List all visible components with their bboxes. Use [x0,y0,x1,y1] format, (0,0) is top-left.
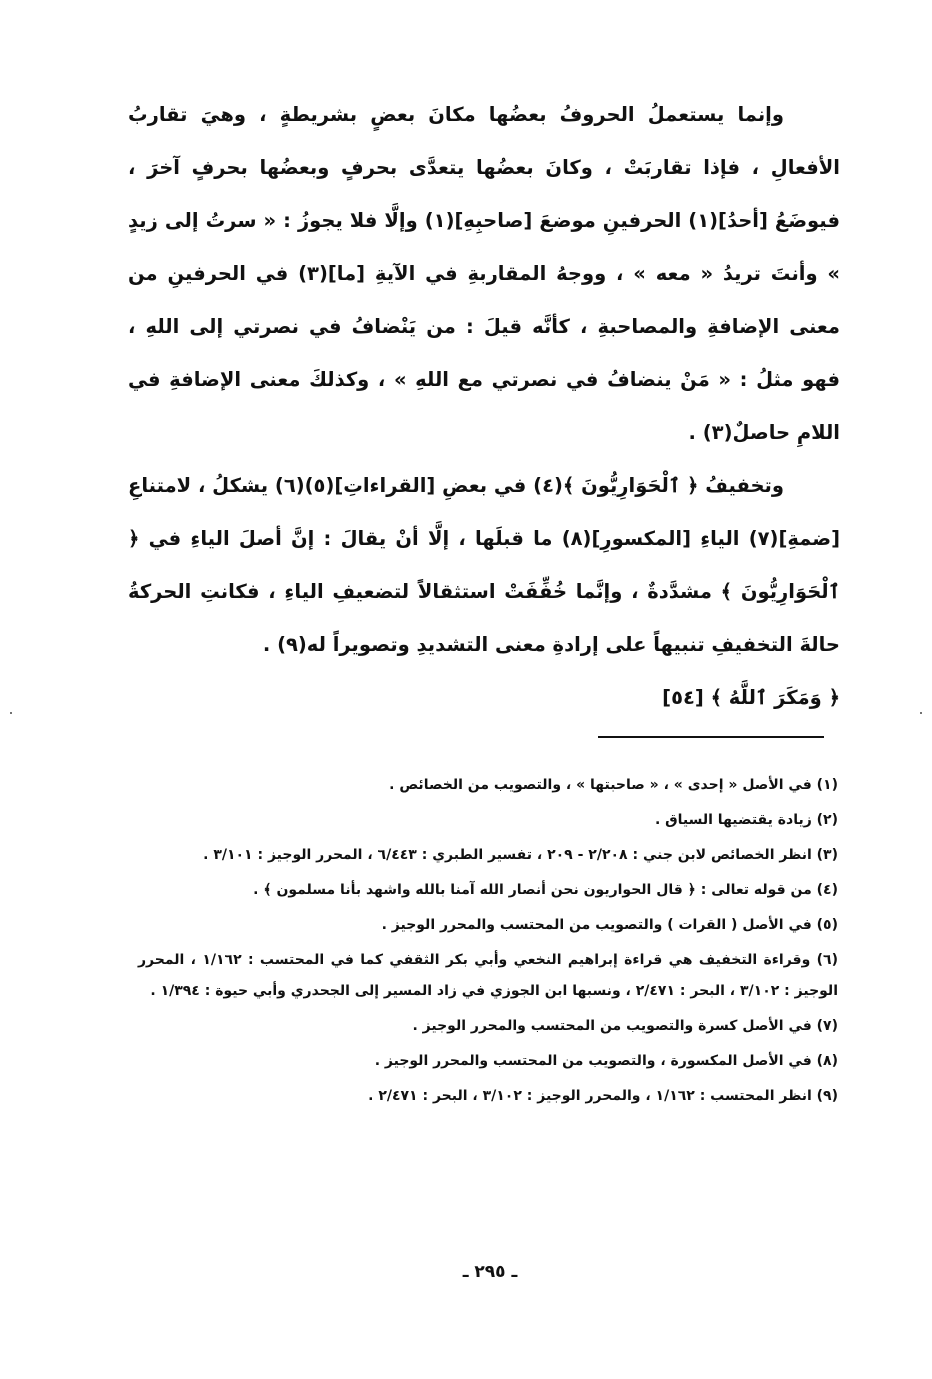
footnote-6: (٦) وقراءة التخفيف هي قراءة إبراهيم النخعي وأبي بكر الثقفي كما في المحتسب : ١/١٦٢ ، المحرر الوجيز : ٣/١٠٢ ، البحر : ٢/٤٧١ ، ونسبها ابن الجوزي في زاد المسير إلى الجحدري وأبي حيوة : ١/٣٩٤ . [138,952,838,999]
page-number: ـ ٢٩٥ ـ [462,1262,518,1282]
footnotes [138,770,838,1116]
paragraph-2: وتخفيفُ ﴿ ٱلْحَوَارِيُّونَ ﴾(٤) في بعضِ [القراءاتِ](٥)(٦) يشكلُ ، لامتناعِ [ضمةِ](٧) الياءِ [المكسورِ](٨) ما قبلَها ، إلَّا أنْ يقالَ : إنَّ أصلَ الياءِ في ﴿ ٱلْحَوَارِيُّونَ ﴾ مشدَّدةٌ ، وإنَّما خُفِّفَتْ استثقالاً لتضعيفِ الياءِ ، فكانتِ الحركةُ حالةَ التخفيفِ تنبيهاً على إرادةِ معنى التشديدِ وتصويراً له(٩) . [128,474,841,656]
footnote-separator [598,736,824,738]
scan-speck [10,712,12,714]
footnote-8: (٨) في الأصل المكسورة ، والتصويب من المحتسب والمحرر الوجيز . [374,1053,838,1069]
quran-verse-line: ﴿ وَمَكَرَ ٱللَّهُ ﴾ [٥٤] [662,686,840,709]
footnote-3: (٣) انظر الخصائص لابن جني : ٢/٢٠٨ - ٢٠٩ ، تفسير الطبري : ٦/٤٤٣ ، المحرر الوجيز : ٣/١٠١ . [203,847,838,863]
footnote-1: (١) في الأصل « إحدى » ، « صاحبتها » ، والتصويب من الخصائص . [389,777,838,793]
footnote-9: (٩) انظر المحتسب : ١/١٦٢ ، والمحرر الوجيز : ٣/١٠٢ ، البحر : ٢/٤٧١ . [368,1088,838,1104]
footnote-4: (٤) من قوله تعالى : ﴿ قال الحواريون نحن أنصار الله آمنا بالله واشهد بأنا مسلمون ﴾ . [253,882,838,898]
footnote-2: (٢) زيادة يقتضيها السياق . [654,812,838,828]
paragraph-1: وإنما يستعملُ الحروفُ بعضُها مكانَ بعضٍ بشريطةٍ ، وهيَ تقاربُ الأفعالِ ، فإذا تقاربَتْ ، وكانَ بعضُها يتعدَّى بحرفٍ وبعضُها بحرفٍ آخرَ ، فيوضَعُ [أحدُ](١) الحرفينِ موضعَ [صاحبِهِ](١) وإلَّا فلا يجوزُ : « سرتُ إلى زيدٍ » وأنتَ تريدُ « معه » ، ووجهُ المقاربةِ في الآيةِ [ما](٣) في الحرفينِ من معنى الإضافةِ والمصاحبةِ ، كأنَّه قيلَ : من يَنْضافُ في نصرتي إلى اللهِ ، فهو مثلُ : « مَنْ ينضافُ في نصرتي مع اللهِ » ، وكذلكَ معنى الإضافةِ في اللامِ حاصلٌ(٣) . [128,103,841,444]
scan-speck [920,712,922,714]
footnote-5: (٥) في الأصل ( القرات ) والتصويب من المحتسب والمحرر الوجيز . [381,917,838,933]
main-text [128,88,840,724]
footnote-7: (٧) في الأصل كسرة والتصويب من المحتسب والمحرر الوجيز . [412,1018,838,1034]
